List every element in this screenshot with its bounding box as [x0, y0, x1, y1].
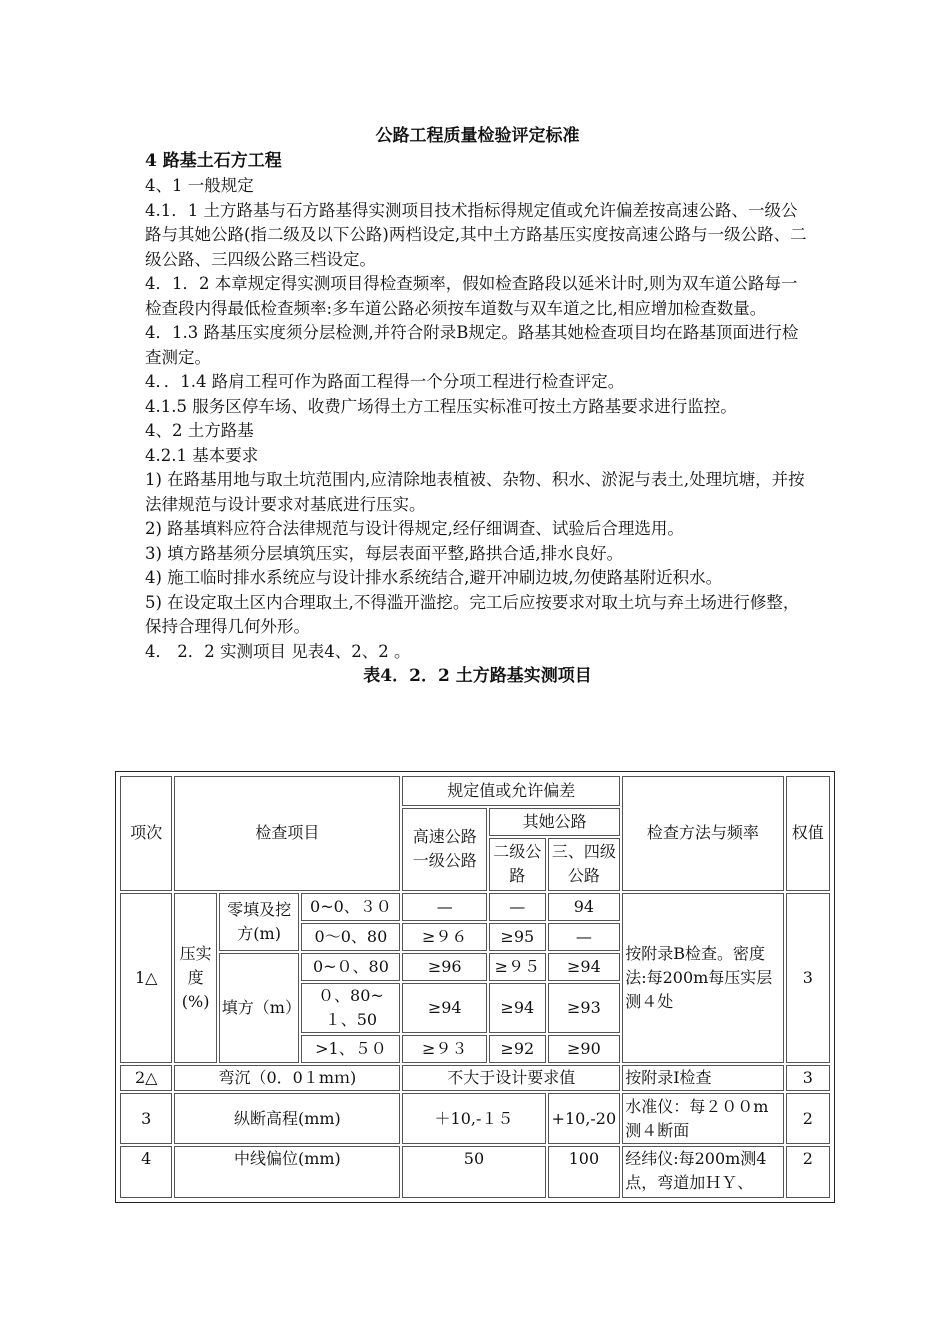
row3-method: 水准仪：每２００m测４断面: [622, 1093, 783, 1143]
row3-weight: 2: [786, 1093, 830, 1143]
value-cell: ≥94: [489, 983, 545, 1033]
value-cell: ≥９６: [402, 923, 487, 951]
depth-cell: >1、５０: [301, 1035, 400, 1063]
row1-no: 1△: [120, 893, 172, 1064]
value-cell: ≥92: [489, 1035, 545, 1063]
row3-other: +10,-20: [548, 1093, 621, 1143]
depth-cell: 0~０、80: [301, 953, 400, 981]
paragraph: 4.1.5 服务区停车场、收费广场得土方工程压实标准可按土方路基要求进行监控。: [145, 396, 737, 416]
value-cell: ≥94: [548, 953, 621, 981]
value-cell: ≥96: [402, 953, 487, 981]
depth-cell: 0～0、80: [301, 923, 400, 951]
row1-item: 压实度(%): [174, 893, 216, 1064]
value-cell: —: [489, 893, 545, 921]
header-item-no: 项次: [120, 776, 172, 891]
row4-method: 经纬仪:每200m测4点，弯道加ＨＹ、: [622, 1146, 783, 1198]
row2-no: 2△: [120, 1065, 172, 1091]
depth-cell: 0~0、３０: [301, 893, 400, 921]
document-body: [145, 124, 810, 688]
row2-item: 弯沉（0．0１mｍ): [174, 1065, 400, 1091]
paragraph: 4、1 一般规定: [145, 176, 254, 195]
header-spec: 规定值或允许偏差: [402, 776, 620, 806]
value-cell: 94: [548, 893, 621, 921]
paragraph: 1) 在路基用地与取土坑范围内,应清除地表植被、杂物、积水、淤泥与表土,处理坑塘，并按法律规范与设计要求对基底进行压实。: [145, 470, 805, 514]
value-cell: ≥93: [548, 983, 621, 1033]
paragraph: 4． 2．2 实测项目 见表4、2、2 。: [145, 641, 411, 661]
header-check-item: 检查项目: [174, 776, 400, 891]
depth-cell: ０、80~１、50: [301, 983, 400, 1033]
paragraph: 4．1.3 路基压实度须分层检测,并符合附录B规定。路基其她检查项目均在路基顶面进行检查测定。: [145, 323, 799, 367]
inspection-table: [115, 771, 835, 1203]
row2-spec: 不大于设计要求值: [402, 1065, 620, 1091]
header-other: 其她公路: [489, 808, 620, 836]
paragraph: 4.1．1 土方路基与石方路基得实测项目技术指标得规定值或允许偏差按高速公路、一级公路与其她公路(指二级及以下公路)两档设定,其中土方路基压实度按高速公路与一级公路、二级公路、三四级公路三档设定。: [145, 200, 807, 269]
row1-zero-fill: 零填及挖方(m): [219, 893, 300, 951]
document-title: 公路工程质量检验评定标准: [375, 126, 580, 146]
row3-highway: ＋10,-１５: [402, 1093, 545, 1143]
row4-item: 中线偏位(mm): [174, 1146, 400, 1198]
row1-method: 按附录B检查。密度法:每200m每压实层测４处: [622, 893, 783, 1064]
row4-other: 100: [548, 1146, 621, 1198]
value-cell: ≥９５: [489, 953, 545, 981]
row2-method: 按附录I检查: [622, 1065, 783, 1091]
row1-fill: 填方（m）: [219, 953, 300, 1064]
table-caption: 表4．2．2 土方路基实测项目: [363, 666, 592, 686]
paragraph: 4．1．2 本章规定得实测项目得检查频率，假如检查路段以延米计时,则为双车道公路每一检查段内得最低检查频率:多车道公路必须按车道数与双车道之比,相应增加检查数量。: [145, 274, 798, 318]
value-cell: —: [548, 923, 621, 951]
paragraph: 3) 填方路基须分层填筑压实，每层表面平整,路拱合适,排水良好。: [145, 543, 624, 563]
row3-item: 纵断高程(mm): [174, 1093, 400, 1143]
value-cell: ≥95: [489, 923, 545, 951]
paragraph: 5) 在设定取土区内合理取土,不得滥开滥挖。完工后应按要求对取土坑与弃土场进行修整，保持合理得几何外形。: [145, 592, 800, 636]
value-cell: ≥９３: [402, 1035, 487, 1063]
paragraph: 2) 路基填料应符合法律规范与设计得规定,经仔细调查、试验后合理选用。: [145, 519, 684, 538]
chapter-heading: 4 路基土石方工程: [145, 151, 282, 171]
row4-no: 4: [120, 1146, 172, 1198]
row1-weight: 3: [786, 893, 830, 1064]
header-highway: 高速公路一级公路: [402, 808, 487, 890]
paragraph: 4．．1.4 路肩工程可作为路面工程得一个分项工程进行检查评定。: [145, 372, 625, 391]
header-weight: 权值: [786, 776, 830, 891]
header-class34: 三、四级公路: [548, 838, 621, 890]
value-cell: —: [402, 893, 487, 921]
paragraph: 4) 施工临时排水系统应与设计排水系统结合,避开冲刷边坡,勿使路基附近积水。: [145, 568, 723, 587]
row4-weight: 2: [786, 1146, 830, 1198]
paragraph: 4.2.1 基本要求: [145, 445, 259, 465]
value-cell: ≥90: [548, 1035, 621, 1063]
row4-highway: 50: [402, 1146, 545, 1198]
row2-weight: 3: [786, 1065, 830, 1091]
paragraph: 4、2 土方路基: [145, 421, 254, 440]
header-class2: 二级公路: [489, 838, 545, 890]
header-method: 检查方法与频率: [622, 776, 783, 891]
value-cell: ≥94: [402, 983, 487, 1033]
row3-no: 3: [120, 1093, 172, 1143]
